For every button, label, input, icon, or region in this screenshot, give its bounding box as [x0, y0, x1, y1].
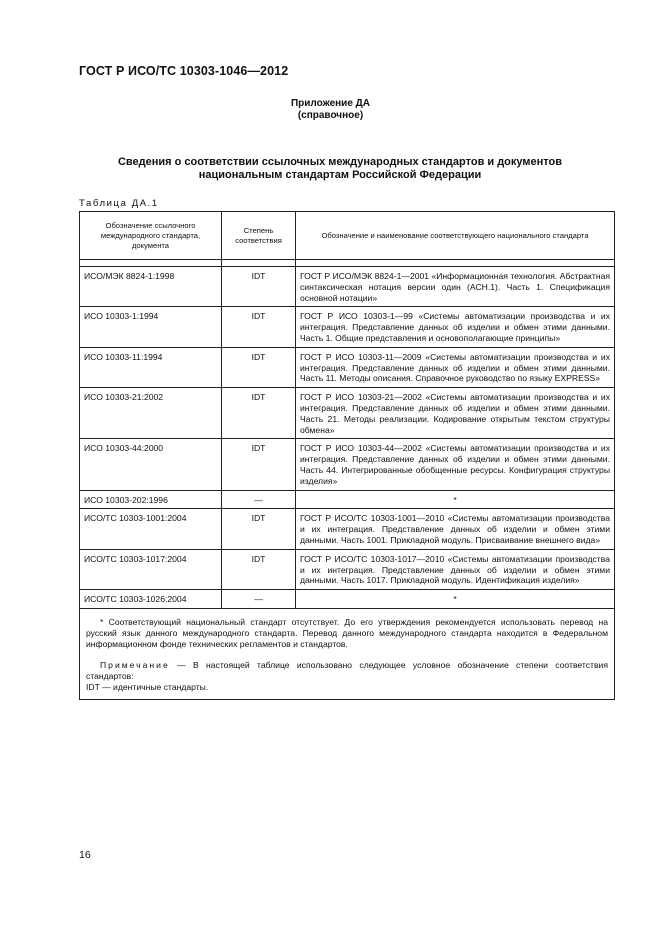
document-code-header: ГОСТ Р ИСО/ТС 10303-1046—2012 [79, 64, 289, 78]
cell-national: * [296, 590, 615, 609]
table-row [80, 439, 615, 490]
cell-reference: ИСО/ТС 10303-1017:2004 [80, 549, 222, 589]
table-row [80, 267, 615, 307]
cell-reference: ИСО 10303-44:2000 [80, 439, 222, 490]
page-number: 16 [79, 849, 91, 861]
cell-degree: IDT [222, 439, 296, 490]
cell-degree: — [222, 590, 296, 609]
annex-subtitle: (справочное) [297, 110, 364, 121]
cell-degree: IDT [222, 509, 296, 549]
cell-reference: ИСО 10303-11:1994 [80, 347, 222, 387]
cell-degree: IDT [222, 267, 296, 307]
cell-reference: ИСО/ТС 10303-1026:2004 [80, 590, 222, 609]
cell-reference: ИСО 10303-1:1994 [80, 307, 222, 347]
cell-national: ГОСТ Р ИСО/МЭК 8824-1—2001 «Информационная технология. Абстрактная синтаксическая нотация версии один (АСН.1). Часть 1. Спецификация основной нотации» [296, 267, 615, 307]
cell-national: ГОСТ Р ИСО 10303-44—2002 «Системы автоматизации производства и их интеграция. Представление данных об изделии и обмен этими данными. Часть 44. Интегрированные обобщенные ресурсы. Конфигурация структуры изделия» [296, 439, 615, 490]
table-row [80, 388, 615, 439]
cell-degree: IDT [222, 388, 296, 439]
cell-degree: IDT [222, 549, 296, 589]
correspondence-table [79, 211, 615, 700]
cell-national: ГОСТ Р ИСО/ТС 10303-1017—2010 «Системы автоматизации производства и их интеграция. Представление данных об изделии и обмен этими данными. Часть 1017. Прикладной модуль. Идентификация изделия» [296, 549, 615, 589]
annex-heading [0, 98, 661, 122]
table-row [80, 590, 615, 609]
note-idt-definition: IDT — идентичные стандарты. [86, 681, 209, 692]
table-note [86, 660, 608, 682]
cell-national: ГОСТ Р ИСО/ТС 10303-1001—2010 «Системы автоматизации производства и их интеграция. Представление данных об изделии и обмен этими данными. Часть 1001. Прикладной модуль. Присваивание внешнего вида» [296, 509, 615, 549]
column-header-national: Обозначение и наименование соответствующего национального стандарта [296, 212, 615, 260]
cell-reference: ИСО/ТС 10303-1001:2004 [80, 509, 222, 549]
cell-national: * [296, 490, 615, 509]
table-caption: Таблица ДА.1 [79, 198, 159, 209]
cell-reference: ИСО/МЭК 8824-1:1998 [80, 267, 222, 307]
cell-degree: IDT [222, 347, 296, 387]
table-footnote-row [80, 608, 615, 699]
table-row [80, 549, 615, 589]
cell-reference: ИСО 10303-21:2002 [80, 388, 222, 439]
note-label: Примечание [100, 659, 170, 670]
correspondence-table-wrapper [79, 211, 614, 700]
table-row [80, 490, 615, 509]
annex-title: Приложение ДА [290, 98, 371, 109]
main-title [90, 156, 590, 182]
main-title-line-2: национальным стандартам Российской Федерации [198, 169, 482, 181]
table-row [80, 347, 615, 387]
table-header-row [80, 212, 615, 260]
cell-national: ГОСТ Р ИСО 10303-21—2002 «Системы автоматизации производства и их интеграция. Представление данных об изделии и обмен этими данными. Часть 21. Методы реализации. Кодирование открытым текстом структуры обмена» [296, 388, 615, 439]
cell-national: ГОСТ Р ИСО 10303-1—99 «Системы автоматизации производства и их интеграция. Представление данных об изделии и обмен этими данными. Часть 1. Общие представления и основополагающие принципы» [296, 307, 615, 347]
cell-degree: IDT [222, 307, 296, 347]
table-footnote-cell [80, 608, 615, 699]
column-header-reference: Обозначение ссылочного международного стандарта, документа [80, 212, 222, 260]
cell-degree: — [222, 490, 296, 509]
column-header-degree: Степень соответствия [222, 212, 296, 260]
table-row [80, 509, 615, 549]
table-footnote: * Соответствующий национальный стандарт отсутствует. До его утверждения рекомендуется использовать перевод на русский язык данного международного стандарта. Перевод данного международного стандарта находится в Федеральном информационном фонде технических регламентов и стандартов. [86, 616, 608, 649]
cell-reference: ИСО 10303-202:1996 [80, 490, 222, 509]
table-header-spacer [80, 260, 615, 267]
main-title-line-1: Сведения о соответствии ссылочных международных стандартов и документов [117, 156, 563, 168]
table-row [80, 307, 615, 347]
cell-national: ГОСТ Р ИСО 10303-11—2009 «Системы автоматизации производства и их интеграция. Представление данных об изделии и обмен этими данными. Часть 11. Методы описания. Справочное руководство по языку EXPRESS» [296, 347, 615, 387]
note-text: — В настоящей таблице использовано следующее условное обозначение степени соответствия стандартов: [86, 659, 608, 681]
